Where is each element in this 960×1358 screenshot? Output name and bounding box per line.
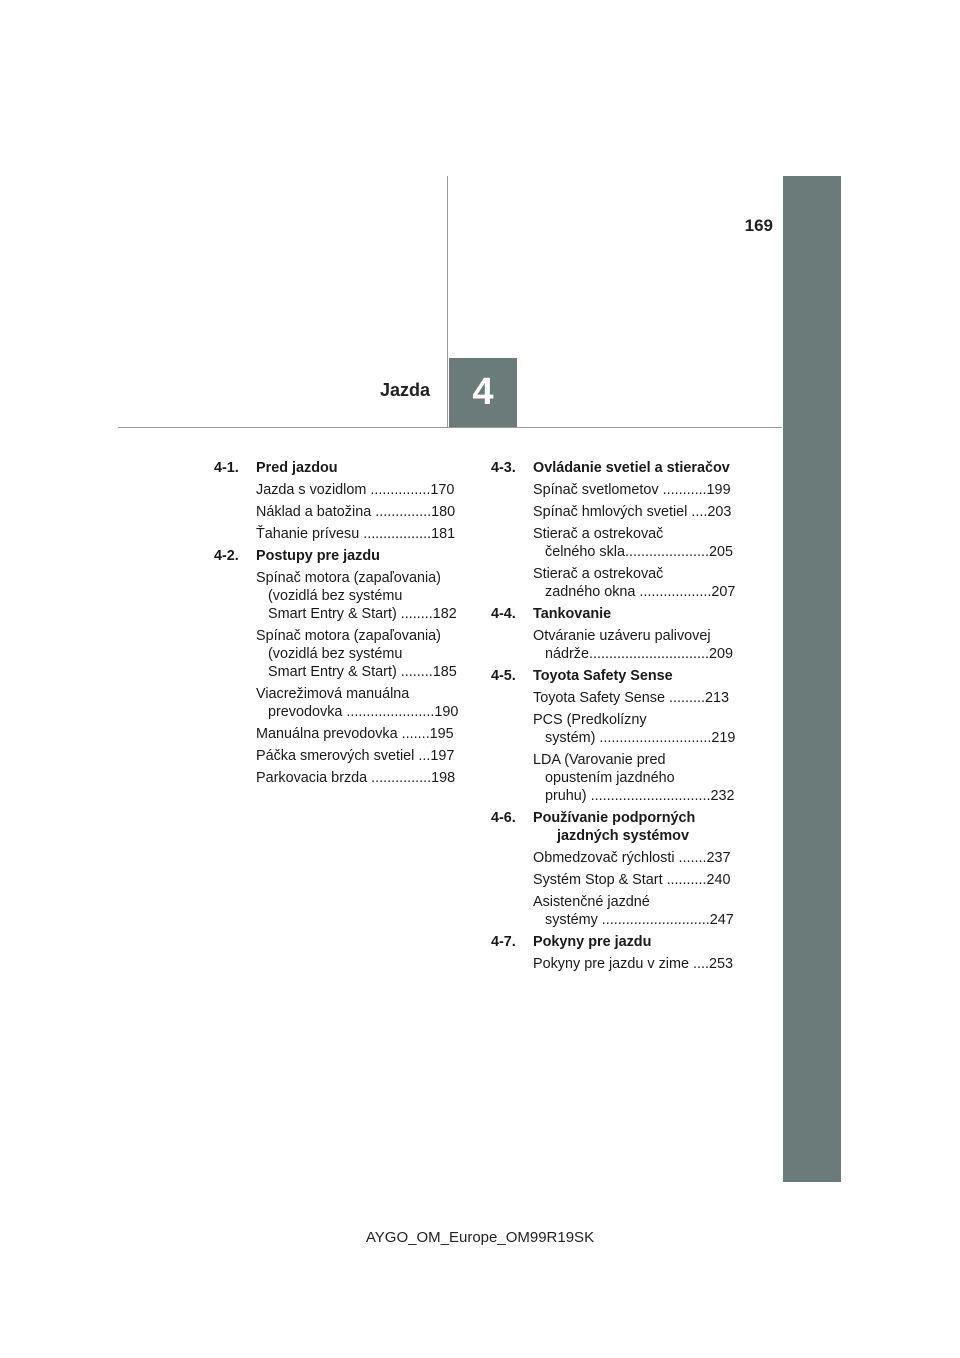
toc-entry-text: Systém Stop & Start ..........240 (533, 872, 731, 888)
page-number: 169 (744, 216, 773, 235)
section-number: 4-6. (491, 810, 516, 826)
toc-entry-text: Spínač hmlových svetiel ....203 (533, 504, 732, 520)
toc-entry[interactable] (256, 569, 468, 623)
toc-column-left (214, 459, 468, 791)
footer-doc-id: AYGO_OM_Europe_OM99R19SK (365, 1229, 595, 1246)
toc-entry-text: LDA (Varovanie pred opustením jazdného pruhu) ..............................232 (533, 752, 735, 804)
toc-entry[interactable] (256, 481, 468, 499)
toc-entry-text: Obmedzovač rýchlosti .......237 (533, 850, 731, 866)
toc-entry[interactable] (256, 503, 468, 521)
toc-entry[interactable] (533, 751, 741, 805)
section-title[interactable]: Pokyny pre jazdu (533, 934, 652, 950)
section-title[interactable]: Používanie podporných jazdných systémov (533, 810, 696, 844)
toc-entry-text: Spínač motora (zapaľovania) (vozidlá bez systému Smart Entry & Start) ........182 (256, 570, 457, 622)
toc-entry[interactable] (533, 893, 741, 929)
toc-section (491, 605, 741, 663)
toc-entry-text: Ťahanie prívesu .................181 (256, 526, 456, 542)
horizontal-rule (118, 427, 782, 428)
section-number: 4-5. (491, 668, 516, 684)
section-number: 4-4. (491, 606, 516, 622)
toc-section (214, 547, 468, 787)
toc-entry-text: Asistenčné jazdné systémy ...........................247 (533, 894, 734, 928)
toc-entry-text: Manuálna prevodovka .......195 (256, 726, 454, 742)
chapter-title: Jazda (379, 380, 430, 400)
toc-entry[interactable] (533, 955, 741, 973)
toc-entry-text: PCS (Predkolízny systém) ............................219 (533, 712, 736, 746)
toc-entry-text: Stierač a ostrekovač čelného skla.....................205 (533, 526, 733, 560)
toc-section (491, 933, 741, 973)
toc-entry[interactable] (256, 685, 468, 721)
toc-section (491, 809, 741, 929)
toc-entry-text: Náklad a batožina ..............180 (256, 504, 456, 520)
section-number: 4-1. (214, 460, 239, 476)
section-number: 4-2. (214, 548, 239, 564)
section-title[interactable]: Tankovanie (533, 606, 612, 622)
toc-section (214, 459, 468, 543)
toc-section (491, 667, 741, 805)
toc-entry-text: Stierač a ostrekovač zadného okna ..................207 (533, 566, 736, 600)
toc-entry[interactable] (256, 627, 468, 681)
toc-entry-text: Viacrežimová manuálna prevodovka ......................190 (256, 686, 459, 720)
toc-entry-text: Parkovacia brzda ...............198 (256, 770, 456, 786)
toc-entry[interactable] (533, 849, 741, 867)
toc-entry-text: Otváranie uzáveru palivovej nádrže..............................209 (533, 628, 733, 662)
toc-entry[interactable] (533, 711, 741, 747)
toc-entry[interactable] (533, 871, 741, 889)
chapter-number-box: 4 (449, 358, 517, 427)
toc-entry[interactable] (533, 525, 741, 561)
section-number: 4-3. (491, 460, 516, 476)
section-title[interactable]: Toyota Safety Sense (533, 668, 673, 684)
toc-entry[interactable] (533, 481, 741, 499)
toc-entry-text: Toyota Safety Sense .........213 (533, 690, 729, 706)
toc-entry[interactable] (533, 689, 741, 707)
vertical-rule (447, 176, 448, 428)
toc-entry-text: Jazda s vozidlom ...............170 (256, 482, 455, 498)
toc-section (491, 459, 741, 601)
section-title[interactable]: Postupy pre jazdu (256, 548, 380, 564)
toc-entry[interactable] (256, 725, 468, 743)
toc-entry[interactable] (533, 503, 741, 521)
toc-entry[interactable] (533, 627, 741, 663)
toc-entry-text: Pokyny pre jazdu v zime ....253 (533, 956, 733, 972)
toc-entry[interactable] (256, 525, 468, 543)
section-number: 4-7. (491, 934, 516, 950)
toc-entry-text: Spínač motora (zapaľovania) (vozidlá bez systému Smart Entry & Start) ........185 (256, 628, 457, 680)
section-title[interactable]: Pred jazdou (256, 460, 338, 476)
section-title[interactable]: Ovládanie svetiel a stieračov (533, 460, 730, 476)
toc-entry-text: Páčka smerových svetiel ...197 (256, 748, 455, 764)
toc-column-right (491, 459, 741, 977)
toc-entry[interactable] (533, 565, 741, 601)
toc-entry[interactable] (256, 747, 468, 765)
toc-entry-text: Spínač svetlometov ...........199 (533, 482, 731, 498)
chapter-side-tab (783, 176, 841, 1182)
toc-entry[interactable] (256, 769, 468, 787)
